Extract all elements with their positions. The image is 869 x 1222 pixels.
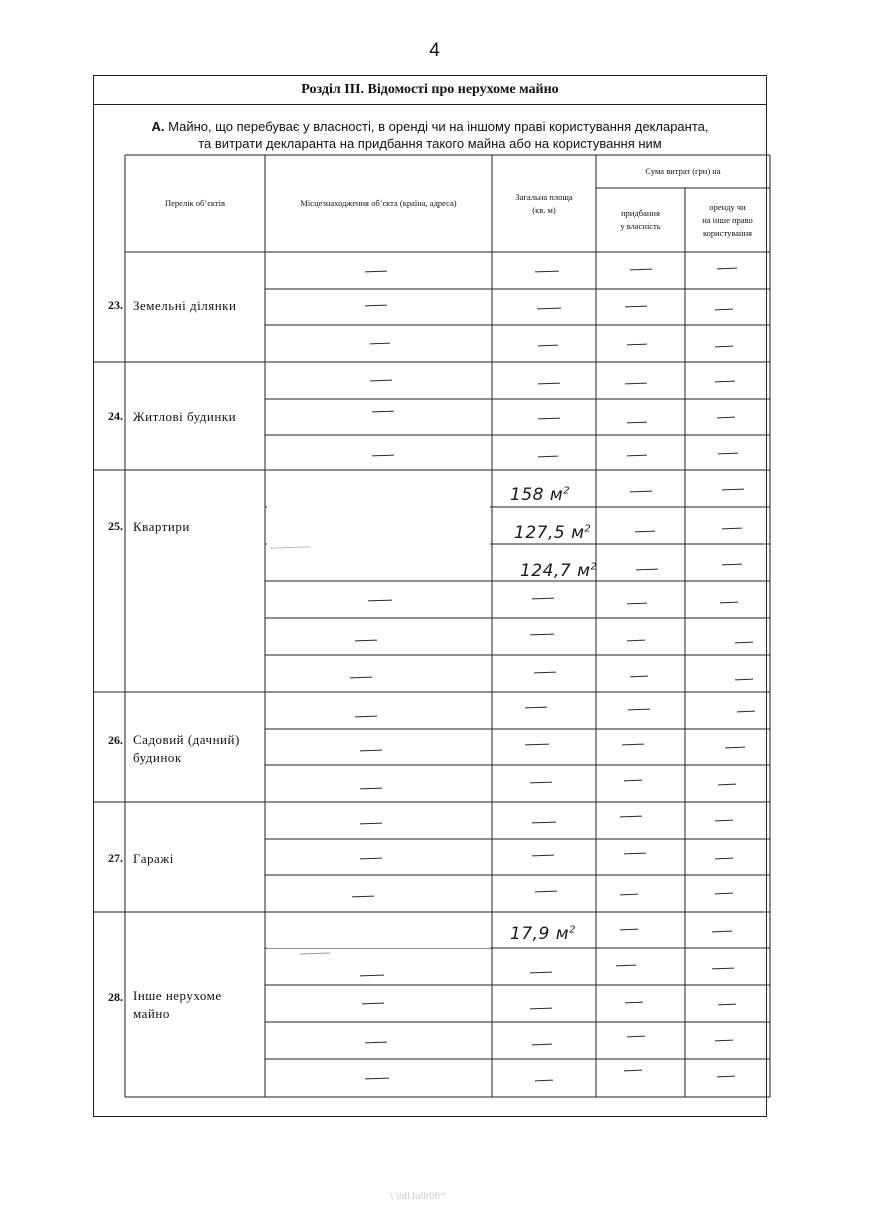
section-title: Розділ ІІІ. Відомості про нерухоме майно — [93, 75, 767, 105]
header-expenses: Сума витрат (грн) на — [645, 166, 721, 176]
group-name — [133, 731, 240, 767]
header-area-line1: Загальна площа — [515, 191, 573, 202]
group-number: 28. — [108, 990, 123, 1004]
hw-value: 127,5 м — [514, 523, 585, 543]
footer-scan-marks: \ \ldl.lullrllfr" — [390, 1192, 446, 1202]
handwritten-area-other-1 — [510, 924, 576, 944]
header-rent-line2: на інше право — [702, 214, 753, 225]
group-name-line1: Інше нерухоме — [133, 988, 222, 1003]
redacted-address — [267, 472, 490, 580]
header-purchase-line1: придбання — [621, 208, 660, 218]
header-objects: Перелік об’єктів — [165, 198, 225, 208]
header-rent-line1: оренду чи — [709, 201, 746, 212]
subtitle-line-1: Майно, що перебуває у власності, в оренді чи на іншому праві користування декларанта, — [168, 119, 709, 134]
group-name-line2: майно — [133, 1006, 170, 1021]
hw-sup: 2 — [563, 485, 571, 497]
header-area-line2: (кв. м) — [532, 204, 556, 215]
page-number: 4 — [429, 40, 440, 61]
header-rent-line3: користування — [702, 227, 753, 238]
header-area — [492, 155, 596, 252]
group-name: Квартири — [133, 519, 190, 534]
group-number: 23. — [108, 298, 123, 312]
group-name: Житлові будинки — [133, 409, 237, 424]
group-name: Земельні ділянки — [133, 298, 237, 313]
handwritten-area-apartment-1 — [510, 485, 570, 505]
subtitle-prefix: А. — [151, 119, 165, 134]
hw-sup: 2 — [590, 561, 598, 573]
group-number: 25. — [108, 519, 123, 533]
group-name: Гаражі — [133, 851, 174, 866]
group-name-line1: Садовий (дачний) — [133, 732, 240, 747]
group-number: 27. — [108, 851, 123, 865]
hw-value: 158 м — [510, 485, 564, 505]
subtitle-line-2: та витрати декларанта на придбання такого майна або на користування ним — [198, 136, 662, 151]
hw-value: 124,7 м — [520, 561, 591, 581]
hw-sup: 2 — [569, 924, 576, 936]
hw-value: 17,9 м — [510, 924, 570, 944]
header-purchase — [596, 188, 685, 252]
group-number: 26. — [108, 733, 123, 747]
header-location: Місцезнаходження об’єкта (країна, адреса) — [300, 198, 457, 208]
handwritten-area-apartment-3 — [520, 561, 597, 581]
group-name-line2: будинок — [133, 750, 182, 765]
hw-sup: 2 — [584, 523, 592, 535]
header-purchase-line2: у власність — [620, 221, 661, 231]
redacted-address — [267, 914, 490, 948]
group-name — [133, 987, 222, 1023]
header-rent — [685, 188, 770, 252]
group-number: 24. — [108, 409, 123, 423]
handwritten-area-apartment-2 — [514, 523, 591, 543]
